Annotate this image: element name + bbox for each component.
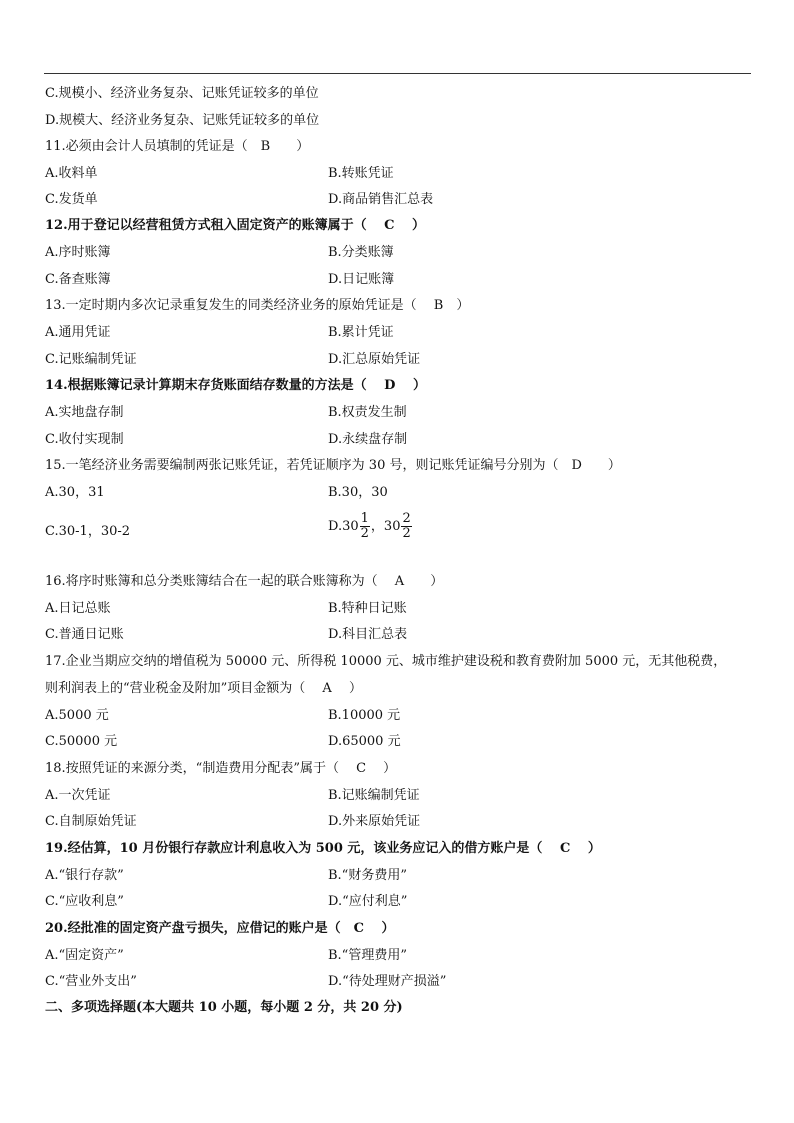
q14-option-a: A.实地盘存制 (45, 405, 124, 420)
q18-option-c: C.自制原始凭证 (45, 814, 137, 829)
q15-option-c: C.30-1，30-2 (45, 524, 131, 539)
q17-stem-line-2: 则利润表上的“营业税金及附加”项目金额为（ A ） (45, 681, 362, 696)
q13-option-b: B.累计凭证 (328, 325, 394, 340)
q11-option-b: B.转账凭证 (328, 166, 394, 181)
q13-option-d: D.汇总原始凭证 (328, 352, 421, 367)
q11-stem: 11.必须由会计人员填制的凭证是（ B ） (45, 139, 310, 154)
q18-option-a: A.一次凭证 (45, 788, 111, 803)
q14-option-b: B.权责发生制 (328, 405, 407, 420)
q15-option-d-prefix: D.30 (328, 518, 359, 534)
q20-option-d: D.“待处理财产损溢” (328, 974, 447, 989)
fraction-numerator: 1 (360, 511, 369, 526)
q12-option-a: A.序时账簿 (45, 245, 111, 260)
fraction-denominator: 2 (402, 526, 411, 541)
q12-option-c: C.备查账簿 (45, 272, 111, 287)
q10-option-d: D.规模大、经济业务复杂、记账凭证较多的单位 (45, 113, 320, 128)
q16-stem: 16.将序时账簿和总分类账簿结合在一起的联合账簿称为（ A ） (45, 574, 444, 589)
q19-option-c: C.“应收利息” (45, 894, 124, 909)
q16-option-b: B.特种日记账 (328, 601, 407, 616)
q19-option-b: B.“财务费用” (328, 868, 407, 883)
q19-option-a: A.“银行存款” (45, 868, 124, 883)
q11-option-c: C.发货单 (45, 192, 98, 207)
q17-option-d: D.65000 元 (328, 734, 401, 749)
q19-option-d: D.“应付利息” (328, 894, 408, 909)
fraction-denominator: 2 (360, 526, 369, 541)
fraction-one-half (360, 512, 370, 541)
q11-option-d: D.商品销售汇总表 (328, 192, 434, 207)
q20-option-a: A.“固定资产” (45, 948, 124, 963)
q15-option-d (328, 512, 413, 541)
fraction-two-halves (401, 512, 411, 541)
q20-stem: 20.经批准的固定资产盘亏损失，应借记的账户是（ C ） (45, 921, 395, 936)
q14-stem: 14.根据账簿记录计算期末存货账面结存数量的方法是（ D ） (45, 378, 426, 393)
q15-option-d-separator: ，30 (370, 518, 401, 534)
q12-option-d: D.日记账簿 (328, 272, 395, 287)
q12-stem: 12.用于登记以经营租赁方式租入固定资产的账簿属于（ C ） (45, 218, 426, 233)
q17-option-a: A.5000 元 (45, 708, 109, 723)
q15-option-a: A.30，31 (45, 485, 105, 500)
q18-option-b: B.记账编制凭证 (328, 788, 420, 803)
q14-option-c: C.收付实现制 (45, 432, 124, 447)
q13-stem: 13.一定时期内多次记录重复发生的同类经济业务的原始凭证是（ B ） (45, 298, 470, 313)
q15-stem: 15.一笔经济业务需要编制两张记账凭证，若凭证顺序为 30 号，则记账凭证编号分别为（ D ） (45, 458, 621, 473)
q17-option-c: C.50000 元 (45, 734, 118, 749)
q20-option-c: C.“营业外支出” (45, 974, 137, 989)
q10-option-c: C.规模小、经济业务复杂、记账凭证较多的单位 (45, 86, 319, 101)
q14-option-d: D.永续盘存制 (328, 432, 408, 447)
q16-option-c: C.普通日记账 (45, 627, 124, 642)
q16-option-a: A.日记总账 (45, 601, 111, 616)
q17-option-b: B.10000 元 (328, 708, 401, 723)
q20-option-b: B.“管理费用” (328, 948, 407, 963)
q18-stem: 18.按照凭证的来源分类，“制造费用分配表”属于（ C ） (45, 761, 397, 776)
fraction-numerator: 2 (402, 511, 411, 526)
section-2-heading: 二、多项选择题(本大题共 10 小题，每小题 2 分，共 20 分) (45, 1000, 403, 1015)
q17-stem-line-1: 17.企业当期应交纳的增值税为 50000 元、所得税 10000 元、城市维护建设税和教育费附加 5000 元，无其他税费， (45, 654, 727, 669)
q11-option-a: A.收料单 (45, 166, 98, 181)
q13-option-c: C.记账编制凭证 (45, 352, 137, 367)
q12-option-b: B.分类账簿 (328, 245, 394, 260)
q15-option-b: B.30，30 (328, 485, 388, 500)
header-rule (44, 73, 751, 74)
q16-option-d: D.科目汇总表 (328, 627, 408, 642)
q19-stem: 19.经估算，10 月份银行存款应计利息收入为 500 元，该业务应记入的借方账户是（ C ） (45, 841, 601, 856)
q18-option-d: D.外来原始凭证 (328, 814, 421, 829)
q13-option-a: A.通用凭证 (45, 325, 111, 340)
